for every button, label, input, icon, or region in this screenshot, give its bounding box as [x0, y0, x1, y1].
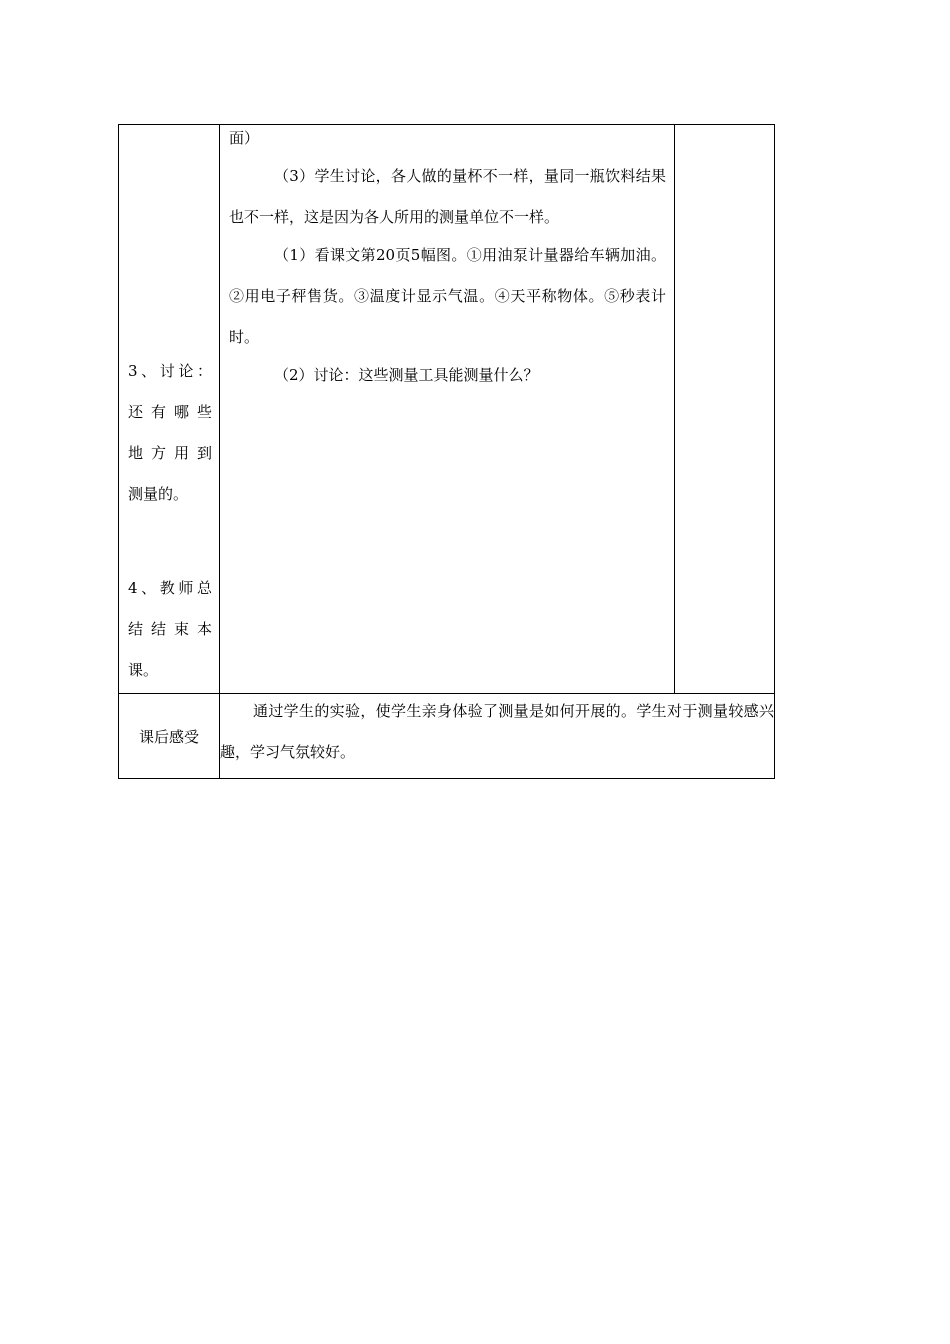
activity-paragraph: （1）看课文第20页5幅图。①用油泵计量器给车辆加油。②用电子秤售货。③温度计显示气温。④天平称物体。⑤秒表计时。 [229, 246, 666, 346]
step-3-line: 地方用到 [128, 444, 212, 462]
summary-row [119, 694, 775, 779]
step-3-line: 3、讨论： [128, 362, 212, 380]
step-4-line: 课。 [128, 661, 159, 679]
activity-paragraph: 面） [229, 129, 260, 147]
notes-cell [675, 125, 775, 694]
activity-paragraph: （2）讨论：这些测量工具能测量什么？ [274, 366, 539, 384]
step-4-line: 结结束本 [128, 620, 212, 638]
step-3-text [128, 351, 212, 515]
process-row [119, 125, 775, 694]
step-4-line: 4、教师总 [128, 579, 212, 597]
step-cell [119, 125, 220, 694]
summary-cell [220, 694, 775, 779]
step-3-line: 还有哪些 [128, 403, 212, 421]
activity-cell [220, 125, 675, 694]
step-4-text [128, 568, 212, 691]
activity-paragraph: （3）学生讨论，各人做的量杯不一样，量同一瓶饮料结果也不一样，这是因为各人所用的测量单位不一样。 [229, 167, 666, 226]
summary-label: 课后感受 [119, 694, 220, 779]
lesson-table [118, 124, 775, 779]
step-3-line: 测量的。 [128, 485, 189, 503]
summary-text: 通过学生的实验，使学生亲身体验了测量是如何开展的。学生对于测量较感兴趣，学习气氛较好。 [220, 702, 774, 761]
